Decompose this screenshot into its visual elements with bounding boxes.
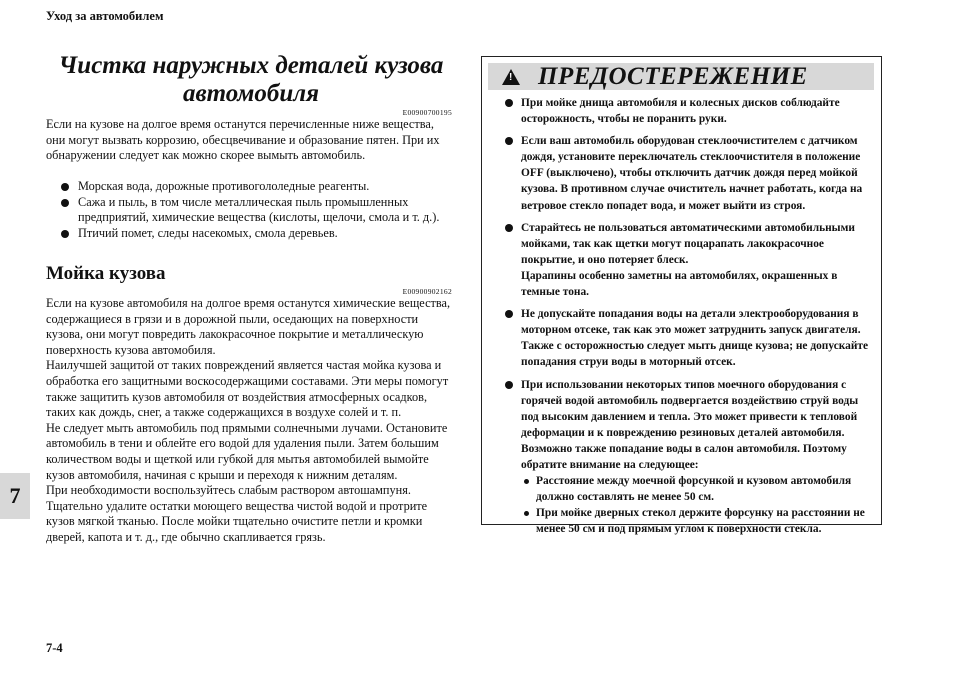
list-item: Не допускайте попадания воды на детали электрооборудования в моторном отсеке, так как это может затруднить запуск двигателя. Также с осторожностью следует мыть днище кузова; не допускайте попадания струи воды в моторный отсек. (496, 306, 872, 370)
warning-sub-list (521, 473, 872, 537)
bullet-icon (505, 99, 513, 107)
section-title-cleaning (46, 52, 456, 108)
small-bullet-icon (524, 511, 529, 516)
section-code: E00900700195 (402, 108, 452, 117)
warning-title: ПРЕДОСТЕРЕЖЕНИЕ (538, 62, 808, 90)
bullet-icon (505, 381, 513, 389)
warning-box (481, 56, 882, 536)
bullet-icon (505, 137, 513, 145)
page-header: Уход за автомобилем (46, 9, 164, 23)
substances-list (46, 179, 456, 241)
section-code: E00900902162 (402, 287, 452, 296)
bullet-icon (61, 230, 69, 238)
bullet-icon (505, 224, 513, 232)
list-item: Старайтесь не пользоваться автоматическими автомобильными мойками, так как щетки могут поцарапать лакокрасочное покрытие, и оно потеряет блеск. Царапины особенно заметны на автомобилях, окрашенных в темные тона. (496, 220, 872, 300)
section-title-line2: автомобиля (182, 80, 320, 107)
sub-list-item: При мойке дверных стекол держите форсунку на расстоянии не менее 50 см и под прямым углом к поверхности стекла. (521, 505, 872, 537)
section-washing-text: Если на кузове автомобиля на долгое время останутся химические вещества, содержащиеся в грязи и в дорожной пыли, оседающих на поверхности кузова, они могут повредить лакокрасочное покрытие и металлическую поверхность кузова автомобиля. Наилучшей защитой от таких повреждений является частая мойка кузова и обработка его защитными воскосодержащими составами. Эти меры помогут также защитить кузов автомобиля от воздействия атмосферных осадков, таких как дождь, снег, а также содержащихся в воздухе солей и т. п. Не следует мыть автомобиль под прямыми солнечными лучами. Остановите автомобиль в тени и облейте его водой для удаления пыли. Затем большим количеством воды и щеткой или губкой для мытья автомобилей вымойте кузов автомобиля, начиная с крыши и переходя к нижним деталям. При необходимости воспользуйтесь слабым раствором автошампуня. Тщательно удалите остатки моющего вещества чистой водой и протрите кузов мягкой тканью. После мойки тщательно очистите петли и кромки дверей, капота и т. д., где обычно скапливается грязь. (46, 296, 451, 544)
section-intro: Если на кузове на долгое время останутся перечисленные ниже вещества, они могут вызвать коррозию, обесцвечивание и образование пятен. При их обнаружении следует как можно скорее вымыть автомобиль. (46, 117, 440, 163)
list-item: При использовании некоторых типов моечного оборудования с горячей водой автомобиль подвергается воздействию струй воды под высоким давлением и тепла. Это может привести к тепловой деформации и к повреждению резиновых деталей автомобиля. Возможно также попадание воды в салон автомобиля. Поэтому обратите внимание на следующее: Расстояние между моечной форсункой и кузовом автомобиля должно составлять не менее 50 см. При мойке дверных стекол держите форсунку на расстоянии не менее 50 см и под прямым углом к поверхности стекла. (496, 377, 872, 538)
bullet-icon (505, 310, 513, 318)
warning-triangle-icon: ! (502, 69, 520, 85)
list-item: При мойке днища автомобиля и колесных дисков соблюдайте осторожность, чтобы не поранить руки. (496, 95, 872, 127)
warning-header (488, 63, 874, 90)
section-title-line1: Чистка наружных деталей кузова (58, 52, 444, 79)
section-title-washing: Мойка кузова (46, 263, 166, 284)
bullet-icon (61, 183, 69, 191)
list-item: Птичий помет, следы насекомых, смола деревьев. (46, 226, 456, 242)
list-item: Сажа и пыль, в том числе металлическая пыль промышленных предприятий, химические вещества (кислоты, щелочи, смола и т. д.). (46, 195, 456, 226)
list-item: Если ваш автомобиль оборудован стеклоочистителем с датчиком дождя, установите переключатель стеклоочистителя в положение OFF (выключено), чтобы отключить датчик дождя перед мойкой кузова. В противном случае очиститель начнет работать, когда на ветровое стекло попадет вода, и может выйти из строя. (496, 133, 872, 213)
page-number: 7-4 (46, 641, 63, 655)
list-item: Морская вода, дорожные противогололедные реагенты. (46, 179, 456, 195)
small-bullet-icon (524, 479, 529, 484)
chapter-tab: 7 (0, 473, 30, 519)
warning-list (496, 95, 872, 543)
sub-list-item: Расстояние между моечной форсункой и кузовом автомобиля должно составлять не менее 50 см. (521, 473, 872, 505)
bullet-icon (61, 199, 69, 207)
